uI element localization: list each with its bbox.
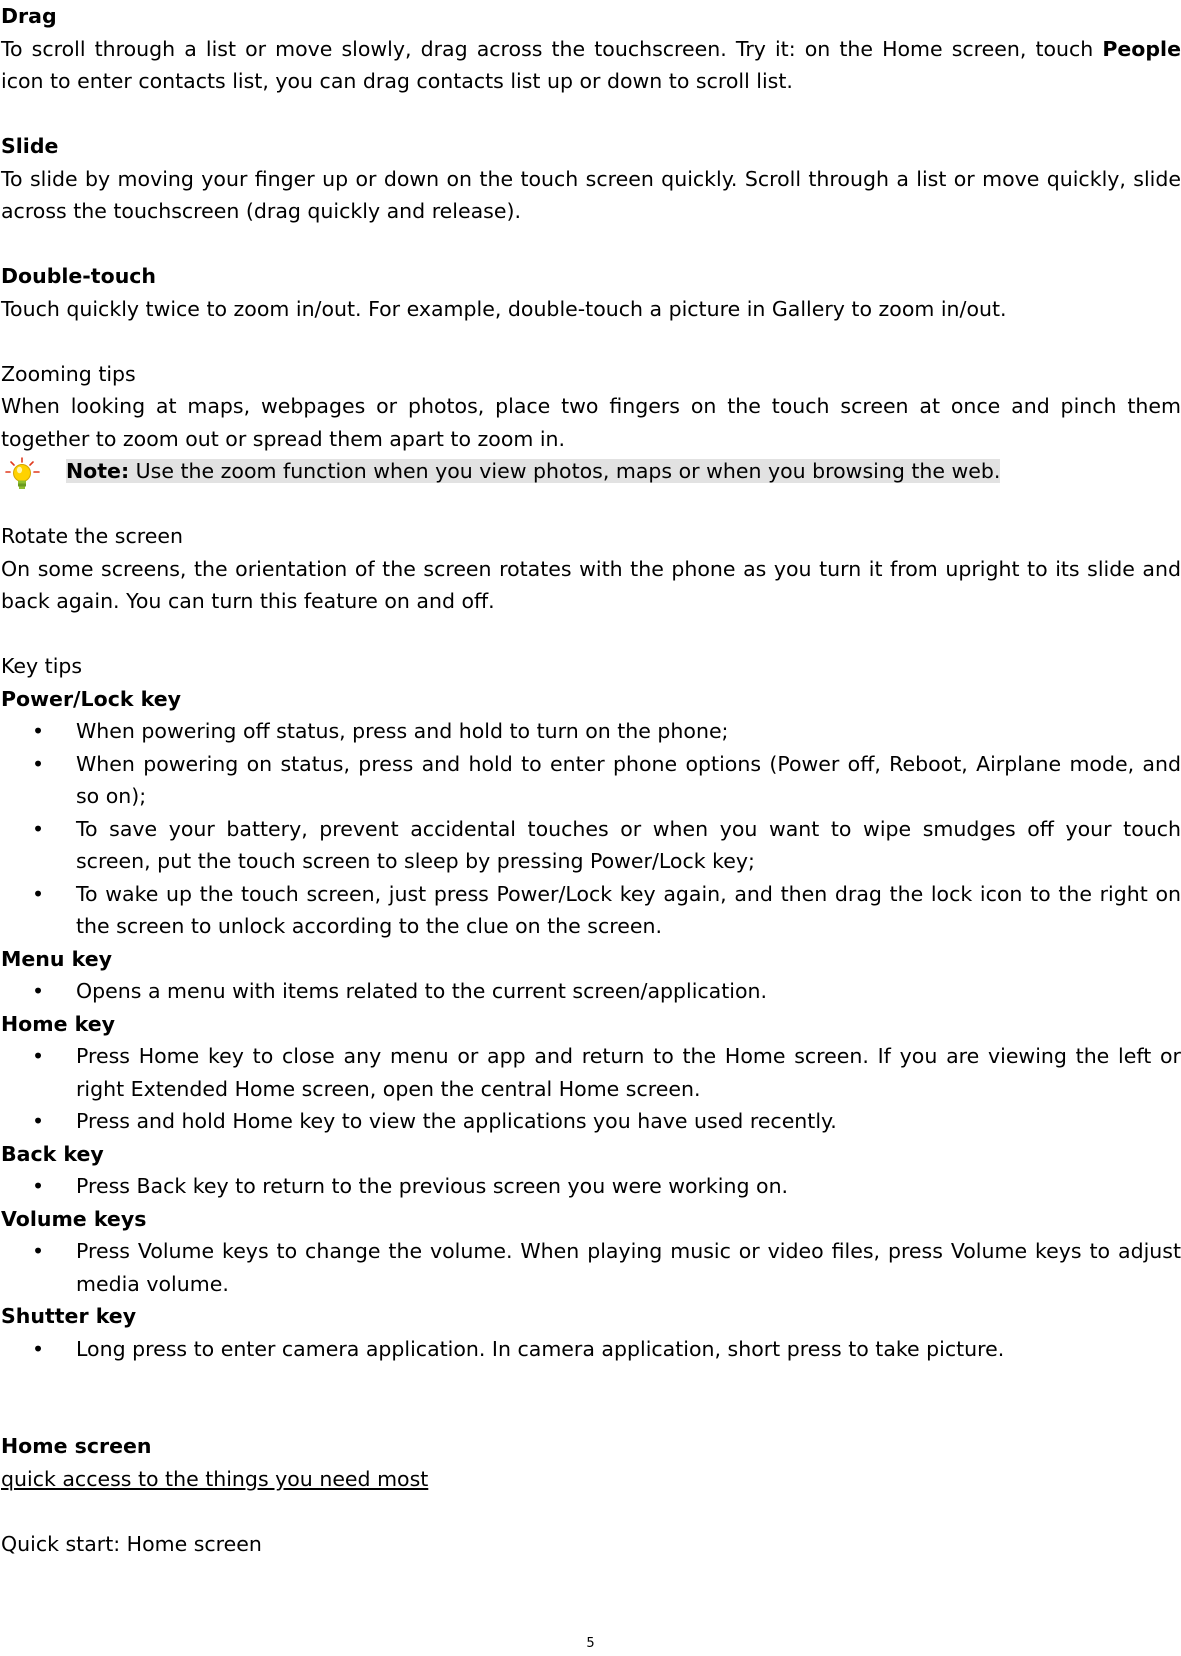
bullet-text: Opens a menu with items related to the current screen/application. [76, 979, 768, 1003]
spacer [1, 1495, 1181, 1528]
drag-text-start: To scroll through a list or move slowly, drag across the touchscreen. Try it: on the Home screen, touch [1, 36, 1103, 61]
zooming-tips-heading: Zooming tips [1, 361, 136, 386]
bullet-dot-icon: • [31, 1174, 45, 1198]
key-section-bullets [1, 1333, 1181, 1366]
key-section-heading: Shutter key [1, 1304, 137, 1328]
key-section-bullets [1, 1040, 1181, 1138]
key-section-bullets [1, 975, 1181, 1008]
bullet-item [1, 1170, 1181, 1203]
home-screen-heading: Home screen [1, 1434, 152, 1458]
key-tips-list [1, 683, 1181, 1366]
page-number: 5 [586, 1636, 595, 1651]
bullet-text: Press Volume keys to change the volume. When playing music or video files, press Volume keys to adjust media volume. [76, 1239, 1181, 1296]
spacer [1, 618, 1181, 651]
note-label: Note: [66, 459, 130, 483]
key-section-heading: Power/Lock key [1, 686, 181, 711]
drag-heading: Drag [1, 4, 57, 28]
rotate-paragraph: On some screens, the orientation of the screen rotates with the phone as you turn it from upright to its slide and back again. You can turn this feature on and off. [1, 556, 1181, 613]
spacer [1, 1365, 1181, 1430]
key-section-bullets [1, 1235, 1181, 1300]
spacer [1, 488, 1181, 521]
spacer [1, 98, 1181, 131]
lightbulb-icon [5, 456, 45, 496]
quick-start-line: Quick start: Home screen [1, 1531, 262, 1556]
rotate-heading: Rotate the screen [1, 524, 183, 548]
drag-paragraph [1, 33, 1181, 98]
bullet-text: To save your battery, prevent accidental touches or when you want to wipe smudges off your touch screen, put the touch screen to sleep by pressing Power/Lock key; [76, 816, 1181, 873]
bullet-dot-icon: • [31, 1239, 45, 1263]
double-touch-heading: Double-touch [1, 264, 157, 288]
note-text [66, 459, 1000, 483]
bullet-dot-icon: • [31, 816, 45, 841]
bullet-dot-icon: • [31, 881, 45, 906]
document-page [1, 0, 1181, 1560]
spacer [1, 325, 1181, 358]
bullet-item [1, 1235, 1181, 1300]
bullet-text: To wake up the touch screen, just press Power/Lock key again, and then drag the lock icon to the right on the screen to unlock according to the clue on the screen. [76, 881, 1181, 938]
bullet-item [1, 748, 1181, 813]
key-section-bullets [1, 1170, 1181, 1203]
double-touch-paragraph: Touch quickly twice to zoom in/out. For example, double-touch a picture in Gallery to zoom in/out. [1, 296, 1007, 321]
bullet-dot-icon: • [31, 1109, 45, 1133]
spacer [1, 228, 1181, 261]
key-section-bullets [1, 715, 1181, 943]
note-callout [1, 455, 1181, 488]
bullet-dot-icon: • [31, 1044, 45, 1068]
bullet-item [1, 975, 1181, 1008]
slide-heading: Slide [1, 134, 59, 158]
drag-text-end: icon to enter contacts list, you can drag contacts list up or down to scroll list. [1, 69, 793, 93]
key-tips-heading: Key tips [1, 654, 83, 678]
bullet-dot-icon: • [31, 719, 45, 743]
bullet-text: Long press to enter camera application. In camera application, short press to take picture. [76, 1336, 1005, 1361]
bullet-item [1, 878, 1181, 943]
home-screen-subtitle: quick access to the things you need most [1, 1466, 429, 1491]
key-section-heading: Volume keys [1, 1206, 147, 1231]
bullet-item [1, 1333, 1181, 1366]
bullet-text: When powering on status, press and hold to enter phone options (Power off, Reboot, Airplane mode, and so on); [76, 751, 1181, 808]
zooming-tips-paragraph: When looking at maps, webpages or photos, place two fingers on the touch screen at once and pinch them together to zoom out or spread them apart to zoom in. [1, 394, 1181, 451]
note-body: Use the zoom function when you view photos, maps or when you browsing the web. [129, 459, 1001, 483]
key-section-heading: Back key [1, 1141, 104, 1166]
key-section-heading: Menu key [1, 946, 112, 971]
bullet-text: Press Home key to close any menu or app and return to the Home screen. If you are viewing the left or right Extended Home screen, open the central Home screen. [76, 1044, 1181, 1101]
people-keyword: People [1102, 36, 1181, 61]
bullet-dot-icon: • [31, 1336, 45, 1361]
key-section-heading: Home key [1, 1011, 115, 1036]
bullet-item [1, 813, 1181, 878]
bullet-text: Press Back key to return to the previous screen you were working on. [76, 1174, 789, 1198]
bullet-dot-icon: • [31, 979, 45, 1003]
bullet-text: When powering off status, press and hold to turn on the phone; [76, 719, 729, 743]
bullet-text: Press and hold Home key to view the applications you have used recently. [76, 1109, 837, 1133]
bullet-item [1, 1105, 1181, 1138]
bullet-item [1, 715, 1181, 748]
slide-paragraph: To slide by moving your finger up or down on the touch screen quickly. Scroll through a list or move quickly, slide across the touchscreen (drag quickly and release). [1, 166, 1181, 223]
bullet-dot-icon: • [31, 751, 45, 776]
bullet-item [1, 1040, 1181, 1105]
